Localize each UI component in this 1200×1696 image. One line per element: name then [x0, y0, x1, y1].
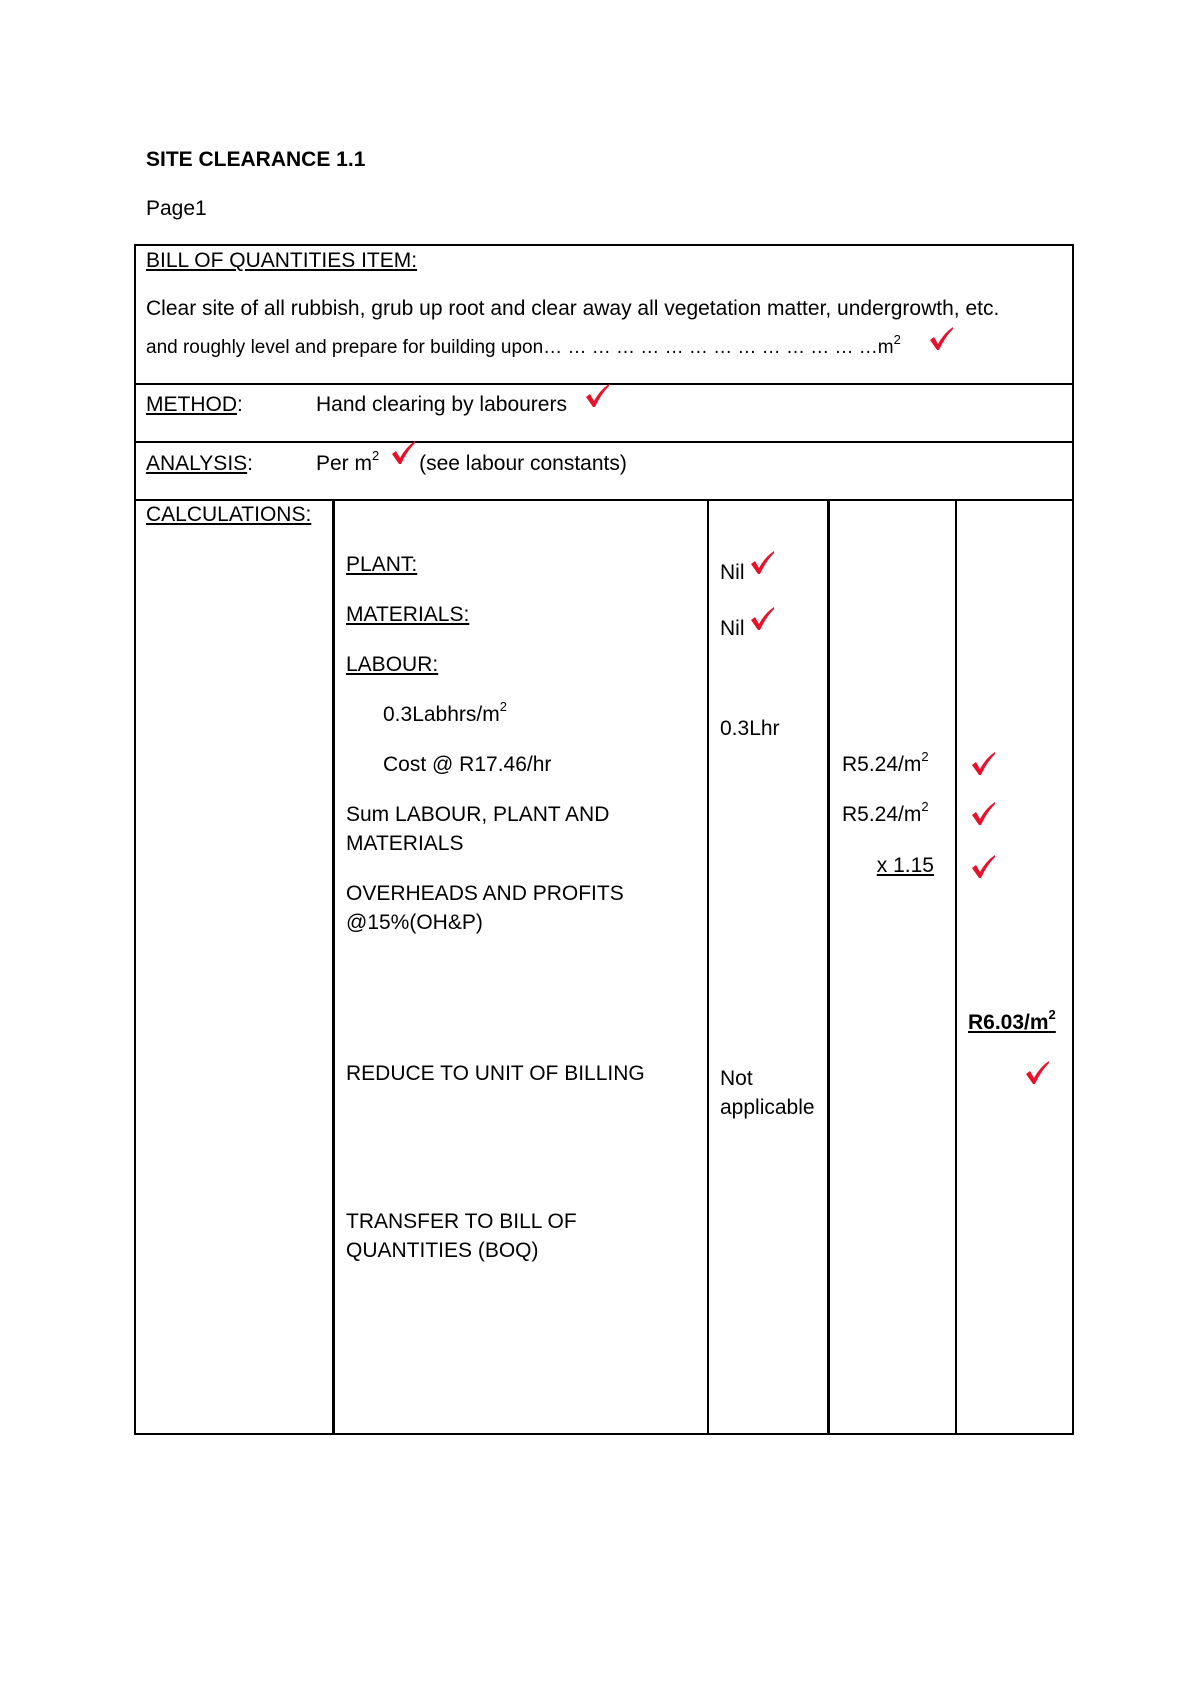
plant-value: Nil — [720, 561, 745, 584]
materials-label: MATERIALS: — [346, 603, 470, 626]
page-label: Page1 — [146, 197, 207, 220]
sum-amount: $R5.24/m^2$ — [842, 799, 929, 826]
method-label: METHOD: — [146, 393, 243, 416]
check-icon — [928, 326, 954, 352]
analysis-label: ANALYSIS: — [146, 452, 253, 475]
total-rate: $R6.03/m^2$ — [968, 1007, 1056, 1034]
check-icon — [970, 751, 996, 777]
plant-label: PLANT: — [346, 553, 418, 576]
boq-heading: BILL OF QUANTITIES ITEM: — [146, 249, 418, 272]
check-icon — [1024, 1060, 1050, 1086]
sum-line1: Sum LABOUR, PLANT AND — [346, 803, 610, 826]
check-icon — [970, 801, 996, 827]
document-title: SITE CLEARANCE 1.1 — [146, 148, 366, 171]
labour-label: LABOUR: — [346, 653, 439, 676]
transfer-line1: TRANSFER TO BILL OF — [346, 1210, 577, 1233]
cost-amount: $R5.24/m^2$ — [842, 749, 929, 776]
transfer-line2: QUANTITIES (BOQ) — [346, 1239, 539, 1262]
labhrs-label: $0.3Labhrs/m^2$ — [383, 699, 507, 726]
calculations-label: CALCULATIONS: — [146, 503, 312, 526]
reduce-label: REDUCE TO UNIT OF BILLING — [346, 1062, 645, 1085]
check-icon — [749, 606, 775, 632]
method-value: Hand clearing by labourers — [316, 393, 567, 416]
check-icon — [970, 854, 996, 880]
check-icon — [390, 440, 416, 466]
overheads-multiplier: x 1.15 — [876, 854, 934, 877]
analysis-value: Per $m^2$ (see labour constants) — [316, 448, 627, 475]
boq-description-line1: Clear site of all rubbish, grub up root and clear away all vegetation matter, undergrowth, etc. — [146, 297, 1000, 320]
overheads-line1: OVERHEADS AND PROFITS — [346, 882, 624, 905]
reduce-value-line2: applicable — [720, 1096, 815, 1119]
sum-line2: MATERIALS — [346, 832, 464, 855]
check-icon — [749, 550, 775, 576]
labhrs-value: 0.3Lhr — [720, 717, 780, 740]
cost-label: Cost @ R17.46/hr — [383, 753, 552, 776]
reduce-value-line1: Not — [720, 1067, 753, 1090]
overheads-line2: @15%(OH&P) — [346, 911, 483, 934]
boq-description-line2: and roughly level and prepare for building upon… … … … … … … … … … … … … $\dots m^2$ — [146, 331, 901, 358]
check-icon — [584, 383, 610, 409]
materials-value: Nil — [720, 617, 745, 640]
